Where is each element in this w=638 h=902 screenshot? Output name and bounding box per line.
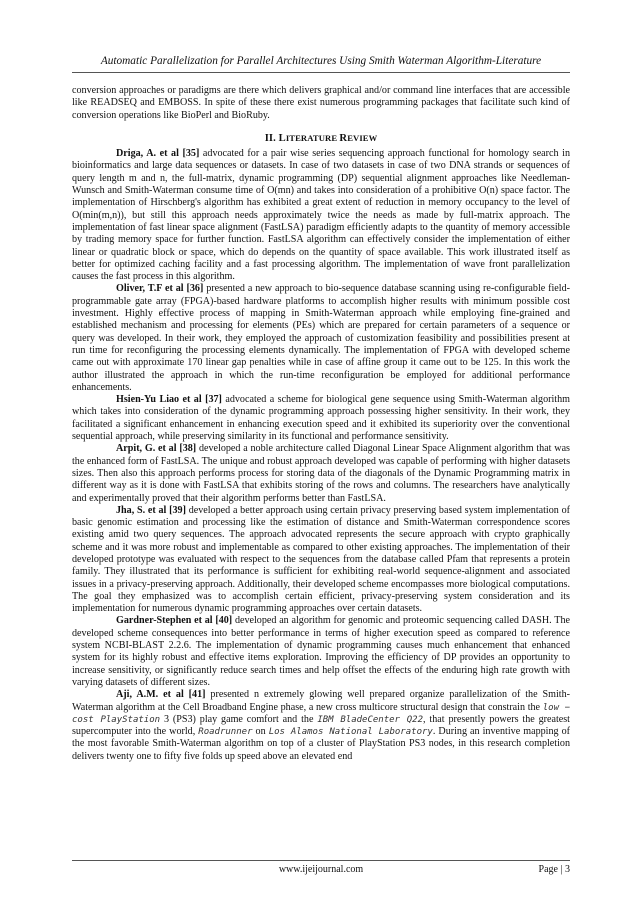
citation-lead: Driga, A. et al [35] <box>116 148 200 160</box>
paragraph-body: developed a noble architecture called Diagonal Linear Space Alignment algorithm that was the enhanced form of FastLSA. The unique and robust approach developed was capable of performing with higher datasets sizes. Then also this approach performs process for storing data of the diagonals of the Dynamic Programming matrix in different way as it is done with FastLSA that exhibits storing of the rows and columns. The researchers have analytically and experimentally proved that their algorithm performs better than FastLSA. <box>72 443 570 504</box>
paragraph-jha <box>72 505 570 616</box>
page-number: Page | 3 <box>538 864 570 875</box>
paragraph-driga <box>72 148 570 283</box>
math-text: Roadrunner <box>198 727 253 738</box>
paragraph-oliver <box>72 283 570 394</box>
paragraph-body: developed a better approach using certain privacy preserving based system implementation of basic genomic estimation and processing like the estimation of distance and Smith-Waterman correspondence scores existing amid two query sequences. The approach advocated represents the secure approach with crypto graphically scheme and it was more robust and implementable as compared to other existing approaches. The implementation of their developed prototype was evaluated with respect to the sequences from the database called Pfam that represents a protein family. They illustrated that its performance is sufficient for exhibiting real-world sequence-alignment and associated issues in a privacy-preserving approach. Additionally, their developed scheme encompasses more biological computations. The goal they emphasized was to accomplish certain efficient, privacy-preserving system consideration and its implementation for numerous dynamic programming approaches over certain datasets. <box>72 504 570 615</box>
footer-url: www.ijeijournal.com <box>278 864 364 875</box>
section-heading <box>72 132 570 145</box>
math-text: Los Alamos National Laboratory <box>268 727 433 738</box>
citation-lead: Arpit, G. et al [38] <box>116 443 197 455</box>
citation-lead: Aji, A.M. et al [41] <box>116 689 206 701</box>
page-footer <box>72 860 570 878</box>
paragraph-aji: Aji, A.M. et al [41] presented n extremely glowing well prepared organize parallelization of the Smith-Waterman algorithm at the Cell Broadband Engine phase, a new cross multicore structural design that constrain the low − cost PlayStation 3 (PS3) play game comfort and the IBM BladeCenter Q22, that presently powers the greatest supercomputer into the world, Roadrunner on Los Alamos National Laboratory. During an inventive mapping of the most favorable Smith-Waterman algorithm on top of a cluster of PlayStation PS3 nodes, in this research completion delivers twenty one to fifty five folds up speed above an elevated end <box>72 689 571 762</box>
math-text: low − cost PlayStation <box>72 702 570 725</box>
paragraph-body: advocated a scheme for biological gene sequence using Smith-Waterman algorithm which takes into consideration of the dynamic programming approach possessing higher sensitivity. In their work, they facilitated a significant enhancement in enhancing execution speed and it exhibited its superiority over the conventional sequential approach, while preserving similarity in its functional and performance sensitivity. <box>72 394 570 443</box>
citation-lead: Gardner-Stephen et al [40] <box>116 615 233 627</box>
running-header: Automatic Parallelization for Parallel Architectures Using Smith Waterman Algorithm-Literature <box>72 55 570 73</box>
citation-lead: Jha, S. et al [39] <box>116 504 186 516</box>
paragraph-body: presented a new approach to bio-sequence database scanning using re-configurable field-programmable gate array (FPGA)-based hardware platforms to accomplish higher results with minimum possible cost investment. Highly effective process of mapping in Smith-Waterman approach while employing fine-grained and established mechanism and processing for elements (PEs) which are prepared for certain parameters of a sequence or query was developed. In their work, they employed the approach of customization feasibility and possibilities present at run time for reconfiguring the processing elements dynamically. The implementation of FPGA with developed scheme came out with approximate 170 linear gap penalties while in case of affine group it came out to be 125. In this work the author illustrated the approach in which the run-time reconfiguration be employed for additional performance enhancements. <box>72 283 571 393</box>
intro-paragraph: conversion approaches or paradigms are there which delivers graphical and/or command line interfaces that are accessible like READSEQ and EMBOSS. In spite of these there exist numerous programming packages that facilitate such kind of conversion operations like BioPerl and BioRuby. <box>72 85 570 121</box>
section-number: II. <box>264 132 276 144</box>
citation-lead: Hsien-Yu Liao et al [37] <box>116 394 222 406</box>
paragraph-gardner <box>72 615 570 689</box>
paragraph-body: developed an algorithm for genomic and proteomic sequencing called DASH. The developed scheme consequences into better performance in terms of higher execution speed as compared to reference system NCBI-BLAST 2.2.6. The implementation of dynamic programming causes much enhancement that enhanced system for its highly robust and effective items exploration. Improving the efficiency of DP provides an opportunity to increase sensitivity, or significantly reduce search times and help offset the effects of the enduring high rate growth with varying datasets of different sizes. <box>72 615 570 688</box>
page-content <box>72 85 570 763</box>
section-title: LITERATURE REVIEW <box>278 132 378 144</box>
paragraph-body: advocated for a pair wise series sequencing approach functional for homology search in bioinformatics and large data sequences or datasets. In case of two datasets in case of two DNA strands or sequences of query length m and n, the full-matrix, dynamic programming (DP) sequential alignment approaches like Needleman-Wunsch and Smith-Waterman consume time of O(mn) and takes into consideration of a prohibitive O(n) space factor. The implementation of Hirschberg's algorithm has exhibited a great extent of reduction in memory occupancy to the level of O(min(m,n)), but still this approach needs approximately twice the needs as made by full-matrix approach. The implementation of fast linear space alignment (FastLSA) paradigm efficiently adapts to the quantity of memory accessible by trading memory space for further function. FastLSA algorithm can effectively consider the implementation of either linear or quadratic block or space, which do depends on the quantity of space available. This work illustrated itself as better for optimized caching facility and a fast processing algorithm. The implementation of wave front parallelization causes the fast process in this algorithm. <box>72 148 570 283</box>
paragraph-arpit <box>72 443 570 504</box>
math-text: IBM BladeCenter Q22 <box>317 714 424 725</box>
paragraph-liao <box>72 394 570 443</box>
citation-lead: Oliver, T.F et al [36] <box>116 283 204 295</box>
